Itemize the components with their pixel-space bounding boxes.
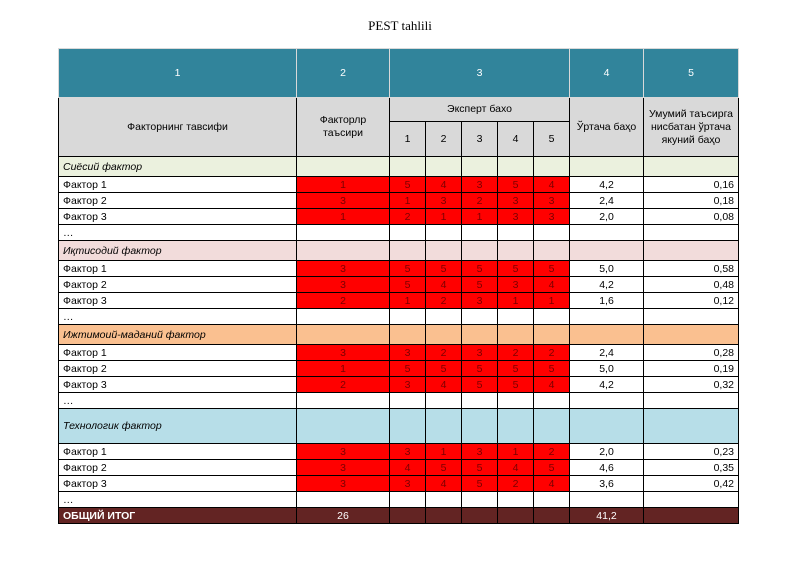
section-empty-cell bbox=[570, 325, 644, 345]
empty-cell bbox=[426, 492, 462, 508]
empty-cell bbox=[498, 309, 534, 325]
expert-score: 3 bbox=[498, 209, 534, 225]
section-empty-cell bbox=[426, 157, 462, 177]
empty-cell bbox=[297, 492, 390, 508]
header-expert: Эксперт бахо bbox=[390, 98, 570, 122]
expert-score: 4 bbox=[534, 476, 570, 492]
total-row bbox=[59, 508, 739, 524]
final-value: 0,48 bbox=[644, 277, 739, 293]
expert-score: 5 bbox=[498, 261, 534, 277]
empty-cell bbox=[570, 225, 644, 241]
table-row bbox=[59, 377, 739, 393]
empty-cell bbox=[390, 225, 426, 241]
empty-cell bbox=[534, 393, 570, 409]
section-empty-cell bbox=[297, 409, 390, 444]
table-row bbox=[59, 361, 739, 377]
header-impact: Факторлр таъсири bbox=[297, 98, 390, 157]
section-empty-cell bbox=[462, 241, 498, 261]
expert-score: 2 bbox=[498, 345, 534, 361]
total-empty-cell bbox=[462, 508, 498, 524]
empty-cell bbox=[462, 309, 498, 325]
expert-score: 1 bbox=[498, 293, 534, 309]
expert-score: 3 bbox=[390, 476, 426, 492]
expert-score: 1 bbox=[426, 444, 462, 460]
expert-score: 5 bbox=[498, 377, 534, 393]
expert-score: 2 bbox=[426, 293, 462, 309]
average-value: 4,2 bbox=[570, 277, 644, 293]
impact-value: 1 bbox=[297, 209, 390, 225]
ellipsis-cell: … bbox=[59, 492, 297, 508]
factor-label: Фактор 1 bbox=[59, 261, 297, 277]
table-row bbox=[59, 277, 739, 293]
ellipsis-row bbox=[59, 225, 739, 241]
section-empty-cell bbox=[534, 157, 570, 177]
final-value: 0,18 bbox=[644, 193, 739, 209]
section-header-row bbox=[59, 157, 739, 177]
final-value: 0,19 bbox=[644, 361, 739, 377]
section-header-row bbox=[59, 409, 739, 444]
empty-cell bbox=[426, 309, 462, 325]
section-empty-cell bbox=[570, 157, 644, 177]
header-description: Факторнинг тавсифи bbox=[59, 98, 297, 157]
section-empty-cell bbox=[498, 241, 534, 261]
total-empty-cell bbox=[534, 508, 570, 524]
column-number: 1 bbox=[59, 49, 297, 98]
expert-score: 4 bbox=[498, 460, 534, 476]
expert-score: 3 bbox=[390, 377, 426, 393]
ellipsis-cell: … bbox=[59, 309, 297, 325]
average-value: 3,6 bbox=[570, 476, 644, 492]
expert-score: 5 bbox=[426, 261, 462, 277]
expert-score: 5 bbox=[390, 177, 426, 193]
expert-score: 5 bbox=[390, 277, 426, 293]
expert-score: 4 bbox=[426, 177, 462, 193]
header-average: Ўртача баҳо bbox=[570, 98, 644, 157]
expert-score: 1 bbox=[534, 293, 570, 309]
average-value: 4,2 bbox=[570, 377, 644, 393]
total-empty-cell bbox=[498, 508, 534, 524]
expert-score: 4 bbox=[534, 177, 570, 193]
expert-score: 5 bbox=[426, 460, 462, 476]
final-value: 0,32 bbox=[644, 377, 739, 393]
header-expert-col: 2 bbox=[426, 122, 462, 157]
column-number: 2 bbox=[297, 49, 390, 98]
empty-cell bbox=[534, 309, 570, 325]
empty-cell bbox=[570, 492, 644, 508]
expert-score: 3 bbox=[534, 209, 570, 225]
section-empty-cell bbox=[426, 409, 462, 444]
final-value: 0,42 bbox=[644, 476, 739, 492]
section-empty-cell bbox=[644, 241, 739, 261]
empty-cell bbox=[644, 309, 739, 325]
empty-cell bbox=[498, 492, 534, 508]
empty-cell bbox=[462, 393, 498, 409]
section-empty-cell bbox=[426, 241, 462, 261]
expert-score: 2 bbox=[498, 476, 534, 492]
impact-value: 2 bbox=[297, 293, 390, 309]
total-empty-cell bbox=[426, 508, 462, 524]
table-row bbox=[59, 460, 739, 476]
section-empty-cell bbox=[390, 157, 426, 177]
expert-score: 4 bbox=[426, 277, 462, 293]
section-empty-cell bbox=[297, 157, 390, 177]
factor-label: Фактор 1 bbox=[59, 177, 297, 193]
impact-value: 1 bbox=[297, 177, 390, 193]
average-value: 1,6 bbox=[570, 293, 644, 309]
empty-cell bbox=[426, 225, 462, 241]
section-empty-cell bbox=[644, 157, 739, 177]
expert-score: 3 bbox=[426, 193, 462, 209]
expert-score: 5 bbox=[462, 261, 498, 277]
empty-cell bbox=[462, 225, 498, 241]
section-empty-cell bbox=[390, 325, 426, 345]
ellipsis-row bbox=[59, 393, 739, 409]
factor-label: Фактор 3 bbox=[59, 377, 297, 393]
impact-value: 3 bbox=[297, 460, 390, 476]
expert-score: 5 bbox=[462, 476, 498, 492]
empty-cell bbox=[498, 225, 534, 241]
final-value: 0,12 bbox=[644, 293, 739, 309]
table-row bbox=[59, 193, 739, 209]
section-empty-cell bbox=[462, 409, 498, 444]
expert-score: 3 bbox=[462, 293, 498, 309]
total-label: ОБЩИЙ ИТОГ bbox=[59, 508, 297, 524]
table-row bbox=[59, 177, 739, 193]
table-row bbox=[59, 293, 739, 309]
final-value: 0,35 bbox=[644, 460, 739, 476]
ellipsis-cell: … bbox=[59, 393, 297, 409]
section-empty-cell bbox=[534, 409, 570, 444]
section-empty-cell bbox=[462, 325, 498, 345]
expert-score: 5 bbox=[426, 361, 462, 377]
section-name: Технологик фактор bbox=[59, 409, 297, 444]
expert-score: 1 bbox=[498, 444, 534, 460]
ellipsis-row bbox=[59, 492, 739, 508]
expert-score: 5 bbox=[390, 361, 426, 377]
expert-score: 2 bbox=[390, 209, 426, 225]
section-empty-cell bbox=[644, 325, 739, 345]
section-empty-cell bbox=[498, 409, 534, 444]
section-name: Иқтисодий фактор bbox=[59, 241, 297, 261]
table-row bbox=[59, 476, 739, 492]
expert-score: 5 bbox=[498, 361, 534, 377]
total-average: 41,2 bbox=[570, 508, 644, 524]
column-number: 5 bbox=[644, 49, 739, 98]
impact-value: 3 bbox=[297, 277, 390, 293]
factor-label: Фактор 3 bbox=[59, 476, 297, 492]
table-row bbox=[59, 444, 739, 460]
header-expert-col: 1 bbox=[390, 122, 426, 157]
section-header-row bbox=[59, 325, 739, 345]
impact-value: 3 bbox=[297, 444, 390, 460]
expert-score: 3 bbox=[462, 177, 498, 193]
expert-score: 5 bbox=[462, 377, 498, 393]
impact-value: 2 bbox=[297, 377, 390, 393]
expert-score: 5 bbox=[498, 177, 534, 193]
section-empty-cell bbox=[570, 409, 644, 444]
expert-score: 4 bbox=[426, 476, 462, 492]
section-empty-cell bbox=[297, 325, 390, 345]
section-empty-cell bbox=[570, 241, 644, 261]
impact-value: 3 bbox=[297, 193, 390, 209]
factor-label: Фактор 2 bbox=[59, 277, 297, 293]
average-value: 2,0 bbox=[570, 444, 644, 460]
section-header-row bbox=[59, 241, 739, 261]
expert-score: 3 bbox=[534, 193, 570, 209]
final-value: 0,58 bbox=[644, 261, 739, 277]
empty-cell bbox=[297, 225, 390, 241]
average-value: 2,4 bbox=[570, 345, 644, 361]
empty-cell bbox=[390, 492, 426, 508]
expert-score: 5 bbox=[534, 361, 570, 377]
expert-score: 3 bbox=[498, 277, 534, 293]
total-empty-cell bbox=[390, 508, 426, 524]
expert-score: 1 bbox=[426, 209, 462, 225]
expert-score: 4 bbox=[390, 460, 426, 476]
factor-label: Фактор 2 bbox=[59, 460, 297, 476]
final-value: 0,16 bbox=[644, 177, 739, 193]
empty-cell bbox=[570, 393, 644, 409]
empty-cell bbox=[644, 225, 739, 241]
factor-label: Фактор 3 bbox=[59, 293, 297, 309]
expert-score: 3 bbox=[462, 444, 498, 460]
empty-cell bbox=[297, 309, 390, 325]
section-empty-cell bbox=[498, 325, 534, 345]
empty-cell bbox=[498, 393, 534, 409]
empty-cell bbox=[297, 393, 390, 409]
header-expert-col: 4 bbox=[498, 122, 534, 157]
factor-label: Фактор 2 bbox=[59, 361, 297, 377]
section-empty-cell bbox=[534, 241, 570, 261]
total-empty-cell bbox=[644, 508, 739, 524]
table-row bbox=[59, 209, 739, 225]
final-value: 0,08 bbox=[644, 209, 739, 225]
ellipsis-cell: … bbox=[59, 225, 297, 241]
expert-score: 2 bbox=[462, 193, 498, 209]
expert-score: 5 bbox=[390, 261, 426, 277]
expert-score: 5 bbox=[534, 261, 570, 277]
empty-cell bbox=[644, 393, 739, 409]
section-name: Ижтимоий-маданий фактор bbox=[59, 325, 297, 345]
expert-score: 3 bbox=[462, 345, 498, 361]
impact-value: 3 bbox=[297, 345, 390, 361]
average-value: 2,0 bbox=[570, 209, 644, 225]
section-empty-cell bbox=[390, 241, 426, 261]
table-row bbox=[59, 261, 739, 277]
empty-cell bbox=[462, 492, 498, 508]
expert-score: 3 bbox=[390, 444, 426, 460]
average-value: 2,4 bbox=[570, 193, 644, 209]
column-number: 3 bbox=[390, 49, 570, 98]
section-empty-cell bbox=[390, 409, 426, 444]
pest-table bbox=[58, 48, 739, 524]
section-empty-cell bbox=[297, 241, 390, 261]
expert-score: 3 bbox=[390, 345, 426, 361]
section-empty-cell bbox=[426, 325, 462, 345]
expert-score: 5 bbox=[462, 460, 498, 476]
expert-score: 1 bbox=[390, 293, 426, 309]
factor-label: Фактор 1 bbox=[59, 345, 297, 361]
empty-cell bbox=[390, 309, 426, 325]
expert-score: 2 bbox=[534, 345, 570, 361]
header-final: Умумий таъсирга нисбатан ўртача якуний баҳо bbox=[644, 98, 739, 157]
empty-cell bbox=[426, 393, 462, 409]
expert-score: 5 bbox=[462, 277, 498, 293]
impact-value: 3 bbox=[297, 476, 390, 492]
total-impact: 26 bbox=[297, 508, 390, 524]
expert-score: 1 bbox=[462, 209, 498, 225]
header-expert-col: 3 bbox=[462, 122, 498, 157]
empty-cell bbox=[534, 492, 570, 508]
header-expert-col: 5 bbox=[534, 122, 570, 157]
section-empty-cell bbox=[462, 157, 498, 177]
section-empty-cell bbox=[534, 325, 570, 345]
expert-score: 5 bbox=[534, 460, 570, 476]
section-name: Сиёсий фактор bbox=[59, 157, 297, 177]
factor-label: Фактор 2 bbox=[59, 193, 297, 209]
document-title: PEST tahlili bbox=[368, 18, 432, 33]
column-number-row bbox=[59, 49, 739, 98]
expert-score: 5 bbox=[462, 361, 498, 377]
average-value: 5,0 bbox=[570, 261, 644, 277]
final-value: 0,23 bbox=[644, 444, 739, 460]
expert-score: 2 bbox=[534, 444, 570, 460]
factor-label: Фактор 3 bbox=[59, 209, 297, 225]
factor-label: Фактор 1 bbox=[59, 444, 297, 460]
expert-score: 3 bbox=[498, 193, 534, 209]
column-number: 4 bbox=[570, 49, 644, 98]
empty-cell bbox=[644, 492, 739, 508]
ellipsis-row bbox=[59, 309, 739, 325]
section-empty-cell bbox=[498, 157, 534, 177]
expert-score: 4 bbox=[534, 277, 570, 293]
header-row bbox=[59, 98, 739, 122]
empty-cell bbox=[570, 309, 644, 325]
section-empty-cell bbox=[644, 409, 739, 444]
impact-value: 3 bbox=[297, 261, 390, 277]
expert-score: 2 bbox=[426, 345, 462, 361]
table-row bbox=[59, 345, 739, 361]
expert-score: 4 bbox=[534, 377, 570, 393]
empty-cell bbox=[390, 393, 426, 409]
impact-value: 1 bbox=[297, 361, 390, 377]
average-value: 5,0 bbox=[570, 361, 644, 377]
expert-score: 1 bbox=[390, 193, 426, 209]
final-value: 0,28 bbox=[644, 345, 739, 361]
empty-cell bbox=[534, 225, 570, 241]
average-value: 4,6 bbox=[570, 460, 644, 476]
expert-score: 4 bbox=[426, 377, 462, 393]
average-value: 4,2 bbox=[570, 177, 644, 193]
